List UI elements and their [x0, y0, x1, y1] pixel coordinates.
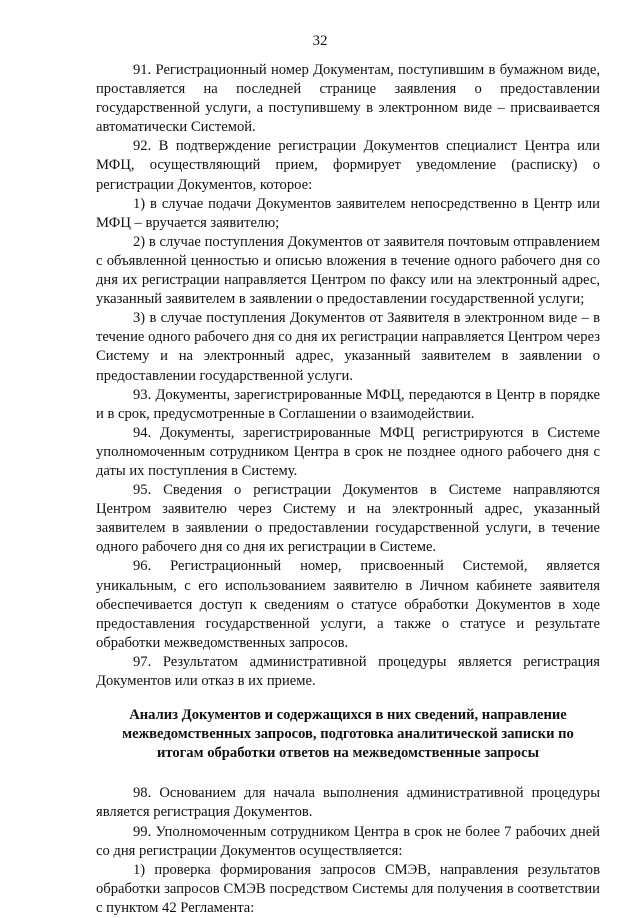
paragraph-96: 96. Регистрационный номер, присвоенный Системой, является уникальным, с его использованием заявителю в Личном кабинете заявителя обеспечивается доступ к сведениям о статусе обработки Документов в ходе предоставления государственной услуги, а также о статусе и результате обработки межведомственных запросов.: [96, 558, 600, 651]
paragraph-91: 91. Регистрационный номер Документам, поступившим в бумажном виде, проставляется на последней странице заявления о предоставлении государственной услуги, а поступившему в электронном виде – присваивается автоматически Системой.: [96, 62, 600, 136]
paragraph-92-item-2: 2) в случае поступления Документов от заявителя почтовым отправлением с объявленной ценностью и описью вложения в течение одного рабочего дня со дня их регистрации направляется Центром по факсу или на электронный адрес, указанный заявителем в заявлении о предоставлении государственной услуги;: [96, 233, 600, 308]
paragraph-97: 97. Результатом административной процедуры является регистрация Документов или отказ в их приеме.: [96, 653, 600, 689]
paragraph-93: 93. Документы, зарегистрированные МФЦ, передаются в Центр в порядке и в срок, предусмотренные в Соглашении о взаимодействии.: [96, 386, 600, 422]
paragraph-92-item-3: 3) в случае поступления Документов от Заявителя в электронном виде – в течение одного рабочего дня со дня их регистрации направляется Центром через Систему и на электронный адрес, указанный заявителем в заявлении о предоставлении государственной услуги.: [96, 310, 600, 384]
paragraph-99: 99. Уполномоченным сотрудником Центра в срок не более 7 рабочих дней со дня регистрации Документов осуществляется:: [96, 823, 600, 859]
page-number: 32: [312, 33, 328, 49]
paragraph-98: 98. Основанием для начала выполнения административной процедуры является регистрация Документов.: [96, 785, 600, 821]
section-heading: Анализ Документов и содержащихся в них сведений, направление межведомственных запросов, подготовка аналитической записки по итогам обработки ответов на межведомственные запросы: [122, 707, 574, 762]
paragraph-94: 94. Документы, зарегистрированные МФЦ регистрируются в Системе уполномоченным сотрудником Центра в срок не позднее одного рабочего дня с даты их поступления в Систему.: [96, 424, 600, 479]
document-body: [96, 61, 600, 918]
paragraph-99-item-1: 1) проверка формирования запросов СМЭВ, направления результатов обработки запросов СМЭВ посредством Системы для получения в соответствии с пунктом 42 Регламента:: [96, 861, 600, 916]
paragraph-95: 95. Сведения о регистрации Документов в Системе направляются Центром заявителю через Систему и на электронный адрес, указанный заявителем в заявлении о предоставлении государственной услуги, в течение одного рабочего дня со дня их регистрации в Системе.: [96, 482, 600, 556]
paragraph-92: 92. В подтверждение регистрации Документов специалист Центра или МФЦ, осуществляющий прием, формирует уведомление (расписку) о регистрации Документов, которое:: [96, 138, 600, 193]
paragraph-92-item-1: 1) в случае подачи Документов заявителем непосредственно в Центр или МФЦ – вручается заявителю;: [96, 195, 600, 231]
